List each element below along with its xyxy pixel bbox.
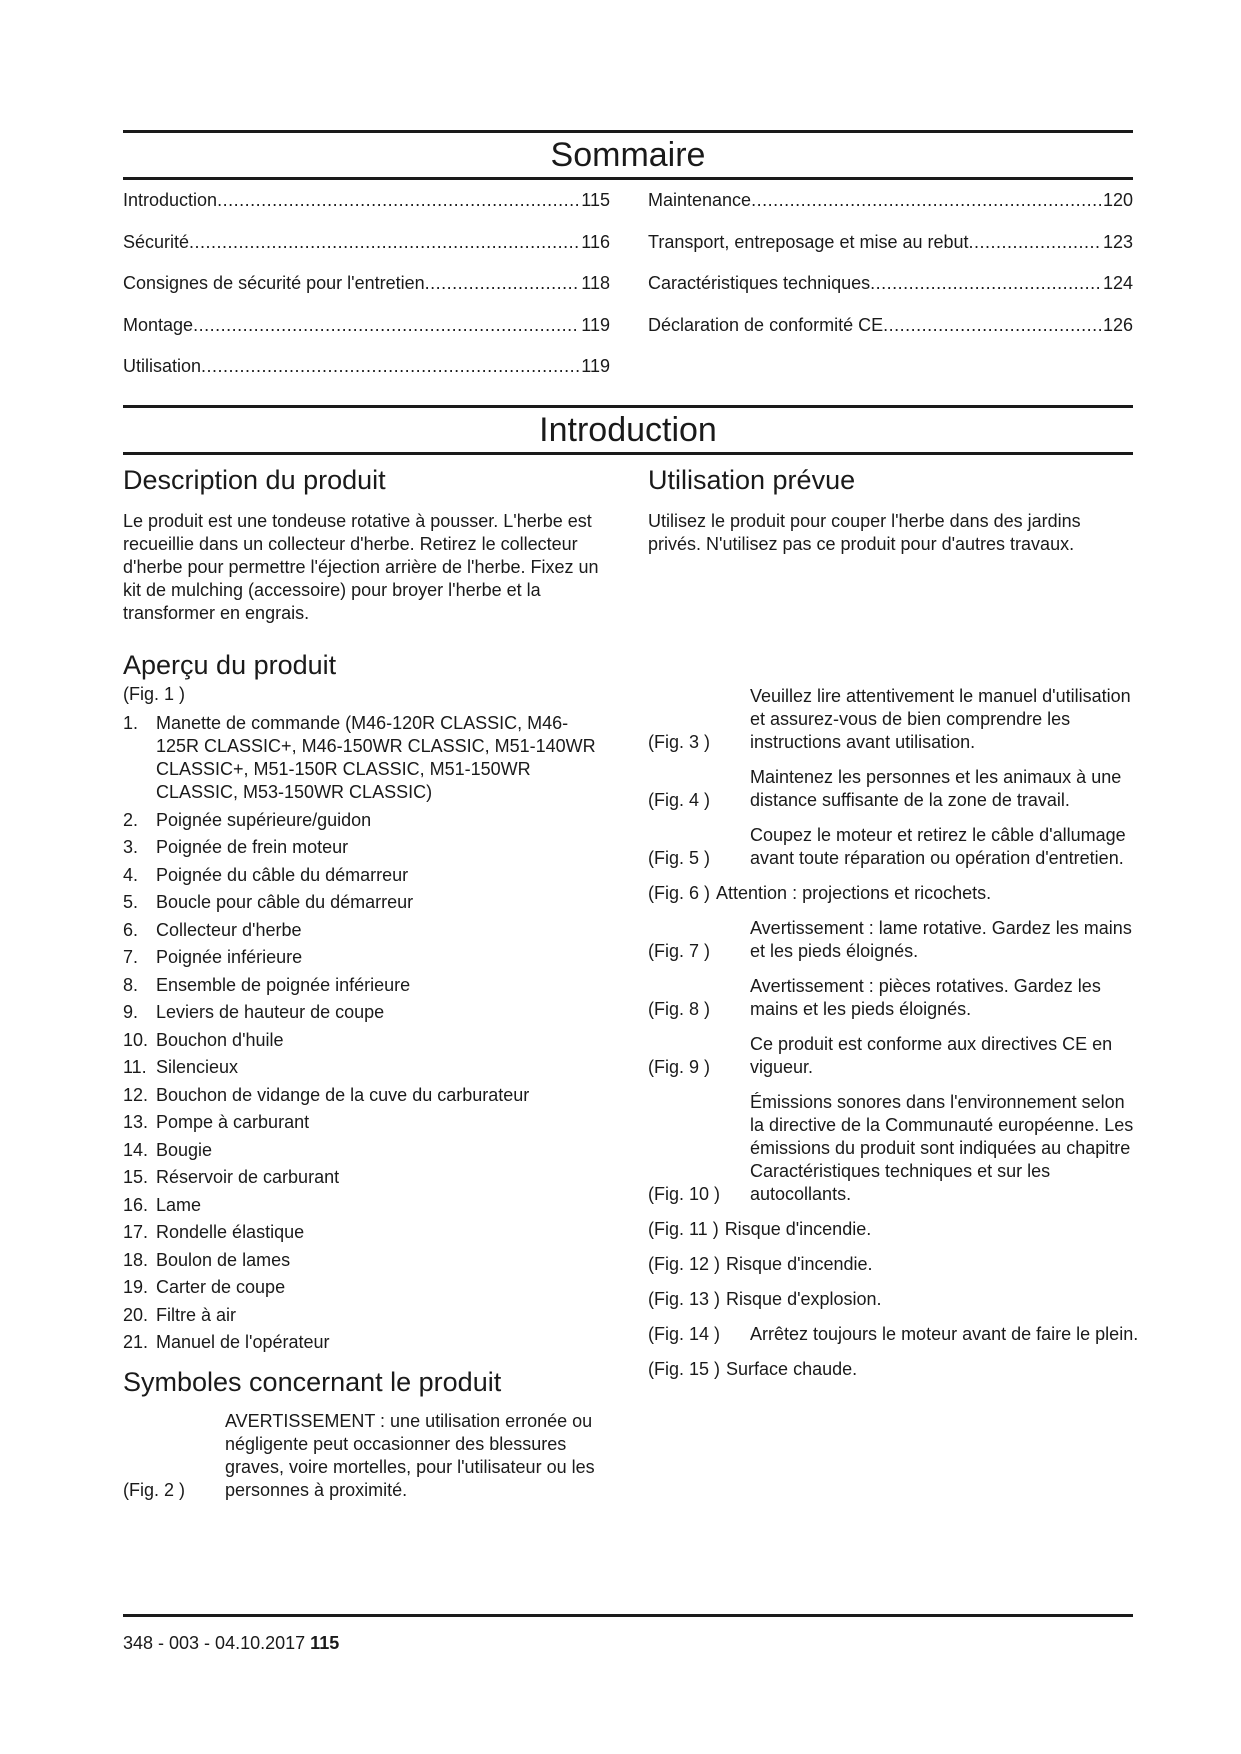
toc-page: 124	[1102, 273, 1133, 293]
item-number: 12.	[123, 1084, 149, 1105]
item-number: 15.	[123, 1167, 149, 1187]
list-item	[123, 919, 610, 942]
toc-page: 116	[581, 231, 610, 252]
item-number: 4.	[123, 864, 139, 885]
list-item	[123, 946, 610, 969]
toc-dots	[870, 273, 1101, 294]
symbol-fig-ref: (Fig. 14 )	[648, 1324, 721, 1344]
list-item	[123, 836, 610, 859]
symbol-entry	[648, 685, 1140, 754]
toc-page: 115	[581, 190, 610, 210]
item-text: Poignée inférieure	[156, 947, 303, 967]
list-item	[123, 1276, 610, 1299]
toc-dots	[193, 315, 579, 336]
list-item	[123, 1194, 610, 1217]
introduction-band	[123, 405, 1133, 455]
symbol-fig-ref: (Fig. 2 )	[123, 1480, 186, 1500]
list-item	[123, 891, 610, 914]
item-text: Poignée de frein moteur	[156, 837, 349, 857]
symbol-fig-ref: (Fig. 13 )	[648, 1289, 721, 1309]
toc-entry[interactable]	[123, 315, 610, 357]
list-item	[123, 1249, 610, 1272]
list-item	[123, 1166, 610, 1189]
toc-label: Déclaration de conformité CE	[648, 314, 884, 335]
symbol-entry	[648, 824, 1140, 870]
list-item	[123, 1331, 610, 1354]
symbol-entry	[648, 975, 1140, 1021]
toc-page: 120	[1102, 190, 1133, 210]
item-number: 17.	[123, 1222, 149, 1242]
symbol-text: Coupez le moteur et retirez le câble d'allumage avant toute réparation ou opération d'entretien.	[750, 825, 1126, 868]
usage-heading: Utilisation prévue	[648, 465, 856, 495]
item-number: 5.	[123, 892, 139, 912]
item-text: Manuel de l'opérateur	[156, 1332, 330, 1352]
item-text: Bouchon d'huile	[156, 1029, 284, 1050]
toc-entry[interactable]	[123, 356, 610, 398]
symbol-fig-ref: (Fig. 8 )	[648, 999, 711, 1019]
toc-entry[interactable]	[123, 232, 610, 274]
toc-label: Maintenance	[648, 190, 752, 210]
item-number: 13.	[123, 1112, 149, 1132]
item-text: Collecteur d'herbe	[156, 919, 302, 940]
symbol-text: Surface chaude.	[726, 1359, 858, 1379]
right-column	[648, 462, 1138, 556]
toc-page: 118	[581, 273, 610, 293]
symbol-text: Avertissement : pièces rotatives. Gardez les mains et les pieds éloignés.	[750, 976, 1101, 1019]
item-text: Poignée du câble du démarreur	[156, 864, 409, 885]
toc-label: Consignes de sécurité pour l'entretien	[123, 273, 425, 293]
symbol-text: Attention : projections et ricochets.	[716, 883, 992, 903]
toc-dots	[751, 190, 1101, 211]
list-item	[123, 1001, 610, 1024]
toc-dots	[201, 356, 579, 377]
item-text: Manette de commande (M46-120R CLASSIC, M46-125R CLASSIC+, M46-150WR CLASSIC, M51-140WR CLASSIC+, M51-150R CLASSIC, M51-150WR CLASSIC, M53-150WR CLASSIC)	[156, 713, 596, 802]
item-number: 20.	[123, 1304, 149, 1325]
item-text: Silencieux	[156, 1057, 239, 1077]
symbol-fig-ref: (Fig. 9 )	[648, 1057, 711, 1077]
symbol-entry	[648, 882, 1140, 905]
symbol-entry	[648, 1323, 1140, 1346]
symbol-entry	[648, 1033, 1140, 1079]
description-heading: Description du produit	[123, 465, 386, 495]
footer	[123, 1633, 339, 1654]
symbol-fig-ref: (Fig. 11 )	[648, 1219, 719, 1239]
symbol-list	[648, 685, 1140, 1393]
item-number: 7.	[123, 947, 139, 967]
overview-list	[123, 712, 610, 1354]
list-item	[123, 1111, 610, 1134]
item-number: 2.	[123, 809, 139, 830]
item-text: Bouchon de vidange de la cuve du carburateur	[156, 1084, 530, 1105]
item-number: 14.	[123, 1139, 149, 1160]
item-text: Carter de coupe	[156, 1277, 286, 1297]
toc-label: Introduction	[123, 190, 218, 210]
toc-entry[interactable]	[648, 273, 1133, 315]
toc-label: Montage	[123, 314, 194, 335]
toc-left-column	[123, 190, 610, 398]
toc-dots	[883, 315, 1101, 336]
symbol-entry	[648, 917, 1140, 963]
list-item	[123, 1056, 610, 1079]
toc-entry[interactable]	[648, 232, 1133, 274]
item-text: Réservoir de carburant	[156, 1167, 340, 1187]
item-text: Lame	[156, 1194, 202, 1215]
toc-right-column	[648, 190, 1133, 356]
symbol-entry	[648, 1091, 1140, 1206]
item-number: 18.	[123, 1249, 149, 1270]
symbol-fig-ref: (Fig. 12 )	[648, 1254, 721, 1274]
overview-heading: Aperçu du produit	[123, 650, 337, 680]
footer-page-number: 115	[310, 1633, 340, 1653]
symbol-text: AVERTISSEMENT : une utilisation erronée ou négligente peut occasionner des blessures graves, voire mortelles, pour l'utilisateur ou les personnes à proximité.	[225, 1411, 595, 1500]
symbol-fig-ref: (Fig. 6 )	[648, 883, 711, 903]
item-text: Boucle pour câble du démarreur	[156, 892, 414, 912]
toc-page: 119	[581, 356, 610, 376]
left-column	[123, 462, 610, 1514]
toc-entry[interactable]	[648, 190, 1133, 232]
footer-divider	[123, 1614, 1133, 1617]
list-item	[123, 1084, 610, 1107]
item-number: 16.	[123, 1194, 149, 1215]
item-number: 8.	[123, 974, 139, 995]
toc-label: Caractéristiques techniques	[648, 273, 871, 293]
symbol-fig-ref: (Fig. 4 )	[648, 790, 711, 810]
item-number: 9.	[123, 1002, 139, 1022]
symbol-entry	[648, 1253, 1140, 1276]
toc-dots	[189, 232, 579, 253]
symbol-entry	[648, 766, 1140, 812]
list-item	[123, 974, 610, 997]
item-text: Bougie	[156, 1139, 213, 1160]
symbol-fig-ref: (Fig. 15 )	[648, 1359, 721, 1379]
footer-reference: 348 - 003 - 04.10.2017	[123, 1633, 306, 1653]
toc-dots	[425, 273, 580, 294]
symbol-entry	[648, 1288, 1140, 1311]
item-number: 1.	[123, 713, 139, 733]
item-text: Ensemble de poignée inférieure	[156, 974, 411, 995]
toc-page: 119	[581, 314, 610, 335]
symbol-entry	[123, 1410, 610, 1502]
symbol-text: Arrêtez toujours le moteur avant de faire le plein.	[750, 1324, 1139, 1344]
item-number: 19.	[123, 1277, 149, 1297]
overview-fig-ref: (Fig. 1 )	[123, 684, 186, 704]
symbols-heading: Symboles concernant le produit	[123, 1367, 502, 1397]
introduction-title: Introduction	[539, 411, 717, 449]
item-text: Pompe à carburant	[156, 1112, 310, 1132]
symbol-entry	[648, 1218, 1140, 1241]
list-item	[123, 1139, 610, 1162]
item-number: 11.	[123, 1057, 147, 1077]
symbol-text: Ce produit est conforme aux directives CE en vigueur.	[750, 1034, 1113, 1077]
list-item	[123, 864, 610, 887]
toc-dots	[217, 190, 579, 211]
symbol-text: Maintenez les personnes et les animaux à une distance suffisante de la zone de travail.	[750, 767, 1122, 810]
item-text: Boulon de lames	[156, 1249, 291, 1270]
symbol-text: Risque d'explosion.	[726, 1289, 882, 1309]
item-number: 10.	[123, 1029, 149, 1050]
item-number: 6.	[123, 919, 139, 940]
toc-label: Sécurité	[123, 231, 190, 252]
item-text: Filtre à air	[156, 1304, 237, 1325]
toc-entry[interactable]	[123, 273, 610, 315]
symbol-text: Émissions sonores dans l'environnement selon la directive de la Communauté européenne. Les émissions du produit sont indiquées au chapitre Caractéristiques techniques et sur les autocollants.	[750, 1092, 1134, 1204]
symbol-text: Risque d'incendie.	[724, 1219, 872, 1239]
list-item	[123, 1221, 610, 1244]
item-text: Poignée supérieure/guidon	[156, 809, 372, 830]
description-text: Le produit est une tondeuse rotative à pousser. L'herbe est recueillie dans un collecteur d'herbe. Retirez le collecteur d'herbe pour permettre l'éjection arrière de l'herbe. Fixez un kit de mulching (accessoire) pour broyer l'herbe et la transformer en engrais.	[123, 511, 599, 623]
symbol-text: Avertissement : lame rotative. Gardez les mains et les pieds éloignés.	[750, 918, 1132, 961]
symbol-fig-ref: (Fig. 5 )	[648, 848, 711, 868]
symbol-text: Risque d'incendie.	[726, 1254, 873, 1274]
sommaire-title: Sommaire	[550, 136, 706, 174]
symbol-fig-ref: (Fig. 3 )	[648, 732, 711, 752]
symbol-entry	[648, 1358, 1140, 1381]
list-item	[123, 1304, 610, 1327]
list-item	[123, 712, 610, 804]
list-item	[123, 1029, 610, 1052]
toc-entry[interactable]	[648, 315, 1133, 357]
item-text: Rondelle élastique	[156, 1222, 305, 1242]
item-number: 21.	[123, 1332, 149, 1352]
item-number: 3.	[123, 837, 139, 857]
item-text: Leviers de hauteur de coupe	[156, 1002, 385, 1022]
toc-dots	[969, 232, 1101, 253]
toc-page: 123	[1102, 231, 1133, 252]
sommaire-band	[123, 130, 1133, 180]
toc-page: 126	[1102, 314, 1133, 335]
list-item	[123, 809, 610, 832]
symbol-fig-ref: (Fig. 7 )	[648, 941, 711, 961]
toc-entry[interactable]	[123, 190, 610, 232]
toc-label: Transport, entreposage et mise au rebut	[648, 231, 969, 252]
symbol-text: Veuillez lire attentivement le manuel d'utilisation et assurez-vous de bien comprendre les instructions avant utilisation.	[750, 686, 1131, 752]
toc-label: Utilisation	[123, 356, 202, 376]
symbol-fig-ref: (Fig. 10 )	[648, 1184, 721, 1204]
usage-text: Utilisez le produit pour couper l'herbe dans des jardins privés. N'utilisez pas ce produit pour d'autres travaux.	[648, 511, 1081, 554]
